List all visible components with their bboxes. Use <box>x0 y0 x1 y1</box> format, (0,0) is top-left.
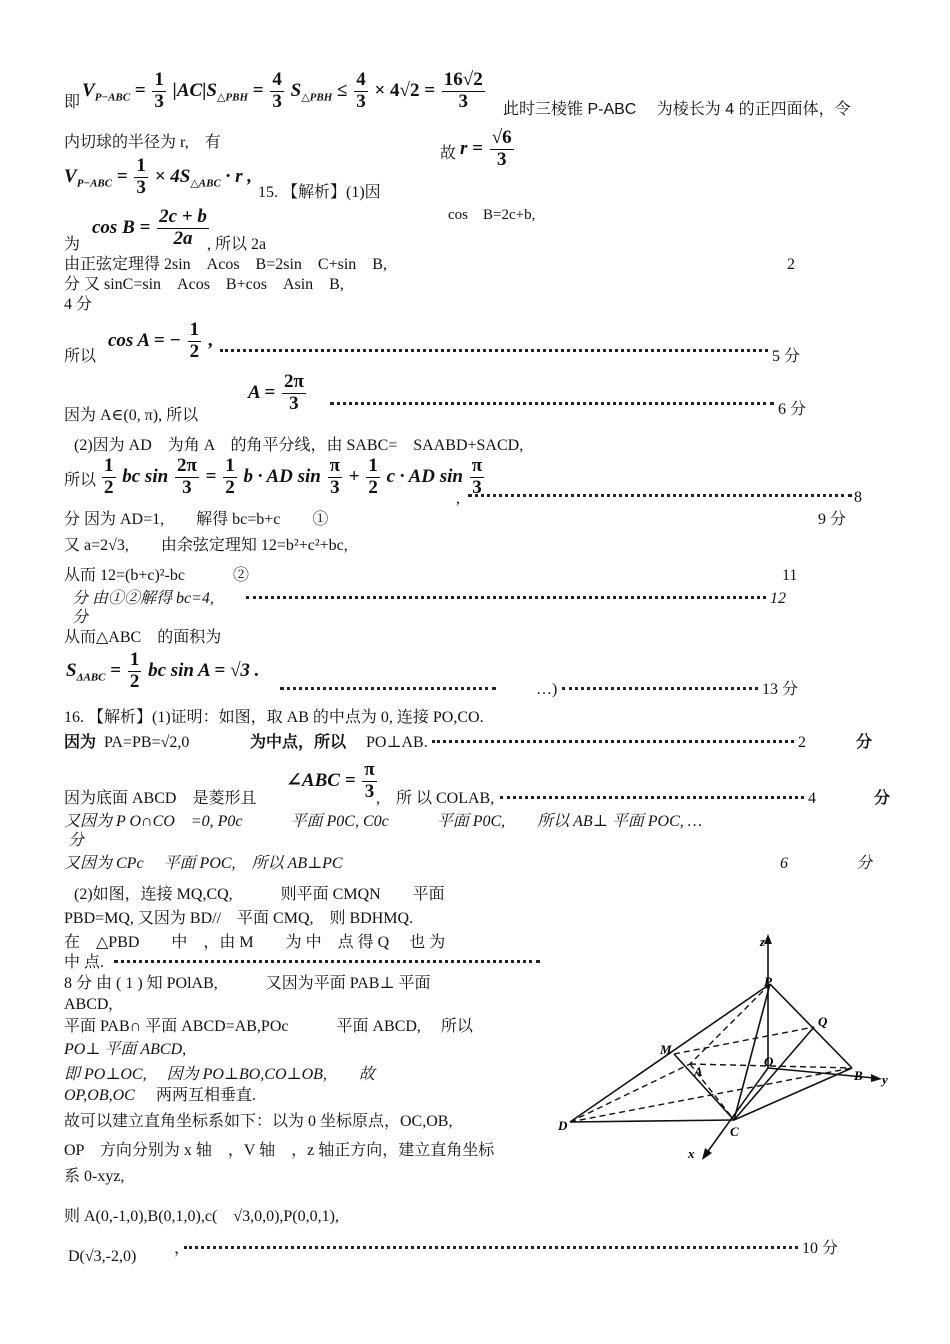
dot-leader <box>432 740 794 743</box>
dot-leader <box>330 402 774 405</box>
line-22-fen: 分 <box>68 832 85 849</box>
line-21-fen: 分 <box>874 790 891 807</box>
diagonal-db <box>570 1068 852 1122</box>
line-6-text: 由正弦定理得 2sin Acos B=2sin C+sin B, <box>64 256 387 273</box>
line-21-mark: 4 <box>808 790 816 807</box>
line-11-text: (2)因为 AD 为角 A 的角平分线，由 SABC= SAABD+SACD, <box>74 437 524 454</box>
line-32-text: 即 PO⊥OC, 因为 PO⊥BO,CO⊥OB, 故 <box>64 1066 375 1083</box>
line-15-text: 从而 12=(b+c)²-bc ② <box>64 567 250 584</box>
line-2-text: 内切球的半径为 r, 有 <box>64 134 221 151</box>
edge-pb <box>770 984 852 1068</box>
line-37-text: 则 A(0,-1,0),B(0,1,0),c( √3,0,0),P(0,0,1), <box>64 1208 339 1225</box>
segment-mq <box>674 1027 814 1054</box>
label-p: P <box>764 974 772 989</box>
line-9-prefix: 所以 <box>64 348 97 365</box>
line-28-text: 8 分 由 ( 1 ) 知 POlAB, 又因为平面 PAB⊥ 平面 <box>64 975 431 992</box>
line-7-text: 分 又 sinC=sin Acos B+cos Asin B, <box>64 276 344 293</box>
label-b: B <box>854 1068 863 1083</box>
line-2-gu: 故 <box>440 145 457 162</box>
line-5-wei: 为 <box>64 236 81 253</box>
edge-da <box>570 1064 690 1122</box>
line-33-b: 两两互相垂直. <box>156 1087 257 1104</box>
line-16-fen: 分 <box>72 609 89 626</box>
line-13-text: 分 因为 AD=1, 解得 bc=b+c ① <box>64 511 329 528</box>
line-24-text: (2)如图，连接 MQ,CQ, 则平面 CMQN 平面 <box>74 886 445 903</box>
line-9-score: 5 分 <box>772 348 801 365</box>
dot-leader <box>500 796 804 799</box>
z-arrow <box>764 934 772 944</box>
line-21-suffix: , 所 以 COLAB, <box>376 790 495 807</box>
label-x: x <box>688 1146 695 1161</box>
line-14-text: 又 a=2√3, 由余弦定理知 12=b²+c²+bc, <box>64 537 348 554</box>
line-17-text: 从而△ABC 的面积为 <box>64 629 222 646</box>
line-20-d: PO⊥AB. <box>366 734 428 751</box>
line-26-text: 在 △PBD 中 ，由 M 为 中 点 得 Q 也 为 <box>64 934 446 951</box>
line-36-text: 系 0-xyz, <box>64 1168 125 1185</box>
line-25-text: PBD=MQ, 又因为 BD// 平面 CMQ, 则 BDHMQ. <box>64 910 414 927</box>
line-12-score: 8 <box>854 489 862 506</box>
cosb-note: cos B=2c+b, <box>448 207 536 223</box>
line-16-text: 分 由①②解得 bc=4, <box>72 590 214 607</box>
line-38-text: D(√3,-2,0) <box>68 1248 137 1265</box>
cosb-formula: cos B = $\frac{2c + b}{2a}$ <box>92 206 207 249</box>
dot-leader <box>246 596 766 599</box>
area-decomposition-formula: $\frac{1}{2}$ bc sin $\frac{2\pi}{3}$ = $\frac{1}{2}$ b · AD sin $\frac{\pi}{3}$ + $\frac{1}{2}$ c · AD sin $\frac{\pi}{3}$ <box>104 455 483 498</box>
line-22-text: 又因为 P O∩CO =0, P0c 平面 P0C, C0c 平面 P0C, 所以 AB⊥ 平面 POC, … <box>64 813 702 830</box>
line-34-text: 故可以建立直角坐标系如下：以为 0 坐标原点，OC,OB, <box>64 1113 453 1130</box>
line-16-mark: 12 <box>770 590 786 607</box>
area-result-formula: $S_{\Delta ABC}$ = $\frac{1}{2}$ bc sin A = √3 . <box>66 649 260 692</box>
problem-15-start: 15. 【解析】(1)因 <box>258 184 381 201</box>
line-18-score: 13 分 <box>762 681 799 698</box>
dot-leader <box>114 960 540 963</box>
line-31-text: PO⊥ 平面 ABCD, <box>64 1041 187 1058</box>
line-5-tail: , 所以 2a <box>207 236 267 253</box>
dot-leader <box>562 687 758 690</box>
line-33-a: OP,OB,OC <box>64 1087 135 1104</box>
line-10-score: 6 分 <box>778 401 807 418</box>
line-20-a: 因为 <box>64 734 97 751</box>
line-29-text: ABCD, <box>64 996 113 1013</box>
line-23-text: 又因为 CPc 平面 POC, 所以 AB⊥PC <box>64 855 343 872</box>
cosa-formula: cos A = − $\frac{1}{2}$ , <box>108 319 213 362</box>
angle-abc-formula: ∠ABC = $\frac{\pi}{3}$ <box>286 759 375 802</box>
dot-leader <box>220 349 768 352</box>
label-c: C <box>730 1124 739 1139</box>
volume-formula: $V_{P-ABC}$ = $\frac{1}{3}$ $|AC|S_{\triangle PBH}$ = $\frac{4}{3}$ $S_{\triangle PBH}$ ≤ $\frac{4}{3}$ × 4√2 = $\frac{16√2}{3}$ <box>82 69 483 112</box>
line-38-comma: ， <box>174 1240 191 1257</box>
line-30-text: 平面 PAB∩ 平面 ABCD=AB,POc 平面 ABCD, 所以 <box>64 1018 473 1035</box>
edge-pa <box>690 984 770 1064</box>
line-8-text: 4 分 <box>64 296 93 313</box>
line-6-mark: 2 <box>787 256 795 273</box>
label-z: z <box>760 934 766 949</box>
line-20-b: PA=PB=√2,0 <box>104 734 190 751</box>
dot-leader <box>280 687 496 690</box>
line-15-mark: 11 <box>782 567 798 584</box>
label-m: M <box>660 1042 672 1057</box>
label-o: O <box>764 1054 774 1069</box>
line-20-fen: 分 <box>856 734 873 751</box>
a-value-formula: A = $\frac{2\pi}{3}$ <box>248 371 304 414</box>
dot-leader <box>468 494 852 497</box>
line-1-suffix: 此时三棱锥 P-ABC 为棱长为 4 的正四面体，令 <box>503 101 851 118</box>
volume-inradius-formula: $V_{P-ABC}$ = $\frac{1}{3}$ × $4S_{\triangle ABC} \cdot r$ , <box>64 155 252 198</box>
line-35-text: OP 方向分别为 x 轴 ，V 轴 ，z 轴正方向，建立直角坐标 <box>64 1142 495 1159</box>
line-1-prefix: 即 <box>64 94 81 111</box>
line-20-c: 为中点，所以 <box>250 734 347 751</box>
line-13-score: 9 分 <box>818 511 847 528</box>
radius-formula: r = $\frac{√6}{3}$ <box>460 127 512 170</box>
line-21-prefix: 因为底面 ABCD 是菱形且 <box>64 790 257 807</box>
line-12-prefix: 所以 <box>64 472 97 489</box>
label-y: y <box>882 1072 888 1087</box>
line-27-text: 中 点. <box>64 954 105 971</box>
y-arrow <box>871 1074 882 1082</box>
line-23-mark: 6 <box>780 855 788 872</box>
x-arrow <box>702 1148 712 1160</box>
comma: , <box>456 490 460 507</box>
pyramid-coordinate-figure <box>556 928 896 1168</box>
line-38-score: 10 分 <box>802 1240 839 1257</box>
dot-leader <box>184 1246 798 1249</box>
edge-dc <box>570 1120 734 1122</box>
label-q: Q <box>818 1014 828 1029</box>
line-23-fen: 分 <box>856 855 873 872</box>
problem-16-start: 16. 【解析】(1)证明：如图，取 AB 的中点为 0, 连接 PO,CO. <box>64 709 484 726</box>
line-18-mid: …) <box>536 681 558 698</box>
label-a: A <box>694 1064 703 1079</box>
edge-cb <box>734 1068 852 1120</box>
label-d: D <box>558 1118 568 1133</box>
line-10-prefix: 因为 A∈(0, π), 所以 <box>64 407 199 424</box>
line-20-mark: 2 <box>798 734 806 751</box>
